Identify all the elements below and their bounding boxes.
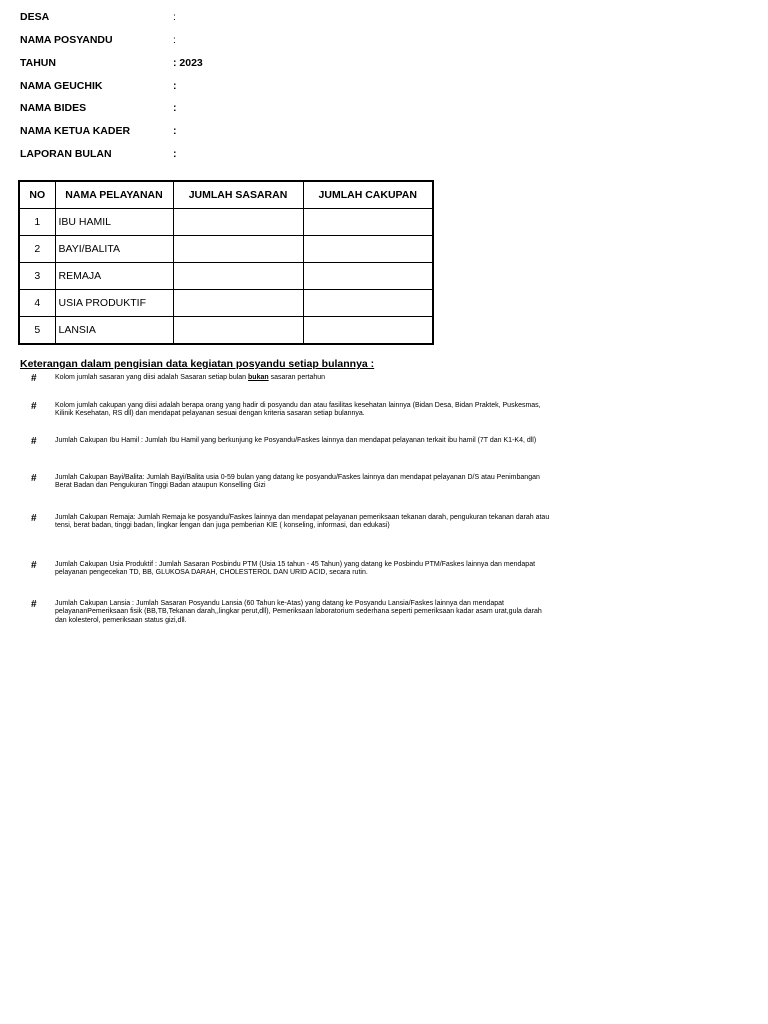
note-text: Jumlah Cakupan Lansia : Jumlah Sasaran Posyandu Lansia (60 Tahun ke-Atas) yang datang ke Posyandu Lansia/Faskes lainnya dan mendapat pelayananPemeriksaan fisik (BB,TB,Tekanan darah,,lingkar perut,dll), Pemeriksaan laboratorium sederhana seperti pemeriksaan kadar asam urat,gula darah dan kolesterol, pemeriksaan status gizi,dll. xyxy=(55,600,542,624)
table-row xyxy=(19,236,433,263)
cell-jumlah-cakupan[interactable] xyxy=(303,209,433,236)
field-value: : xyxy=(173,80,177,92)
cell-nama-pelayanan: BAYI/BALITA xyxy=(55,236,173,263)
cell-no: 3 xyxy=(19,263,55,290)
field-value: : xyxy=(173,34,176,46)
note-text: Kolom jumlah sasaran yang diisi adalah Sasaran setiap bulan bukan sasaran pertahun xyxy=(55,374,326,381)
hash-bullet: # xyxy=(31,401,37,412)
table-header-row xyxy=(19,181,433,209)
hash-bullet: # xyxy=(31,436,37,447)
field-value: : 2023 xyxy=(173,57,203,69)
column-header-jumlah-sasaran: JUMLAH SASARAN xyxy=(173,181,303,209)
cell-jumlah-cakupan[interactable] xyxy=(303,290,433,317)
cell-jumlah-cakupan[interactable] xyxy=(303,317,433,345)
field-label: TAHUN xyxy=(20,57,56,69)
hash-bullet: # xyxy=(31,473,37,484)
cell-jumlah-sasaran[interactable] xyxy=(173,263,303,290)
cell-no: 5 xyxy=(19,317,55,345)
field-label: DESA xyxy=(20,11,50,23)
field-value: : xyxy=(173,102,177,114)
note-text: Kolom jumlah cakupan yang diisi adalah berapa orang yang hadir di posyandu dan atau fasilitas kesehatan lainnya (Bidan Desa, Bidan Praktek, Puskesmas, Kilinik Kesehatan, RS dll) dan mendapat pelayanan sesuai dengan kriteria sasaran setiap bulannya. xyxy=(55,402,541,418)
field-label: LAPORAN BULAN xyxy=(20,148,112,160)
note-text: Jumlah Cakupan Bayi/Balita: Jumlah Bayi/Balita usia 0-59 bulan yang datang ke posyandu/Faskes lainnya dan mendapat pelayanan D/S atau Penimbangan Berat Badan dan Pengukuran Tinggi Badan ataupun Konselling Gizi xyxy=(55,474,540,490)
cell-nama-pelayanan: LANSIA xyxy=(55,317,173,345)
field-label: NAMA KETUA KADER xyxy=(20,125,131,137)
field-value: : xyxy=(173,11,176,23)
field-value: : xyxy=(173,125,177,137)
hash-bullet: # xyxy=(31,599,37,610)
field-label: NAMA POSYANDU xyxy=(20,34,113,46)
field-label: NAMA BIDES xyxy=(20,102,87,114)
cell-no: 1 xyxy=(19,209,55,236)
field-label: NAMA GEUCHIK xyxy=(20,80,103,92)
cell-jumlah-cakupan[interactable] xyxy=(303,236,433,263)
cell-no: 2 xyxy=(19,236,55,263)
cell-jumlah-sasaran[interactable] xyxy=(173,290,303,317)
note-text: Jumlah Cakupan Usia Produktif : Jumlah Sasaran Posbindu PTM (Usia 15 tahun - 45 Tahun) yang datang ke Posbindu PTM/Faskes lainnya dan mendapat pelayanan pengecekan TD, BB, GLUKOSA DARAH, CHOLESTEROL DAN URID ACID, secara rutin. xyxy=(55,561,536,577)
note-text: Jumlah Cakupan Remaja: Jumlah Remaja ke posyandu/Faskes lainnya dan mendapat pelayanan pemeriksaan tekanan darah, pengukuran tekanan darah atau tensi, berat badan, tinggi badan, lingkar lengan dan juga pemberian KIE ( konseling, informasi, dan edukasi) xyxy=(55,514,550,530)
cell-nama-pelayanan: REMAJA xyxy=(55,263,173,290)
hash-bullet: # xyxy=(31,560,37,571)
column-header-jumlah-cakupan: JUMLAH CAKUPAN xyxy=(303,181,433,209)
note-text: Jumlah Cakupan Ibu Hamil : Jumlah Ibu Hamil yang berkunjung ke Posyandu/Faskes lainnya dan mendapat pelayanan terkait ibu hamil (7T dan K1-K4, dll) xyxy=(55,437,537,444)
table-row xyxy=(19,263,433,290)
cell-jumlah-sasaran[interactable] xyxy=(173,317,303,345)
hash-bullet: # xyxy=(31,513,37,524)
service-table xyxy=(18,180,434,345)
cell-jumlah-sasaran[interactable] xyxy=(173,236,303,263)
table-row xyxy=(19,209,433,236)
table-row xyxy=(19,317,433,345)
cell-jumlah-cakupan[interactable] xyxy=(303,263,433,290)
cell-nama-pelayanan: IBU HAMIL xyxy=(55,209,173,236)
hash-bullet: # xyxy=(31,373,37,384)
column-header-nama-pelayanan: NAMA PELAYANAN xyxy=(55,181,173,209)
cell-no: 4 xyxy=(19,290,55,317)
column-header-no: NO xyxy=(19,181,55,209)
notes-title: Keterangan dalam pengisian data kegiatan posyandu setiap bulannya : xyxy=(20,358,375,370)
cell-nama-pelayanan: USIA PRODUKTIF xyxy=(55,290,173,317)
table-row xyxy=(19,290,433,317)
field-value: : xyxy=(173,148,177,160)
note-emphasis: bukan xyxy=(248,374,269,381)
cell-jumlah-sasaran[interactable] xyxy=(173,209,303,236)
